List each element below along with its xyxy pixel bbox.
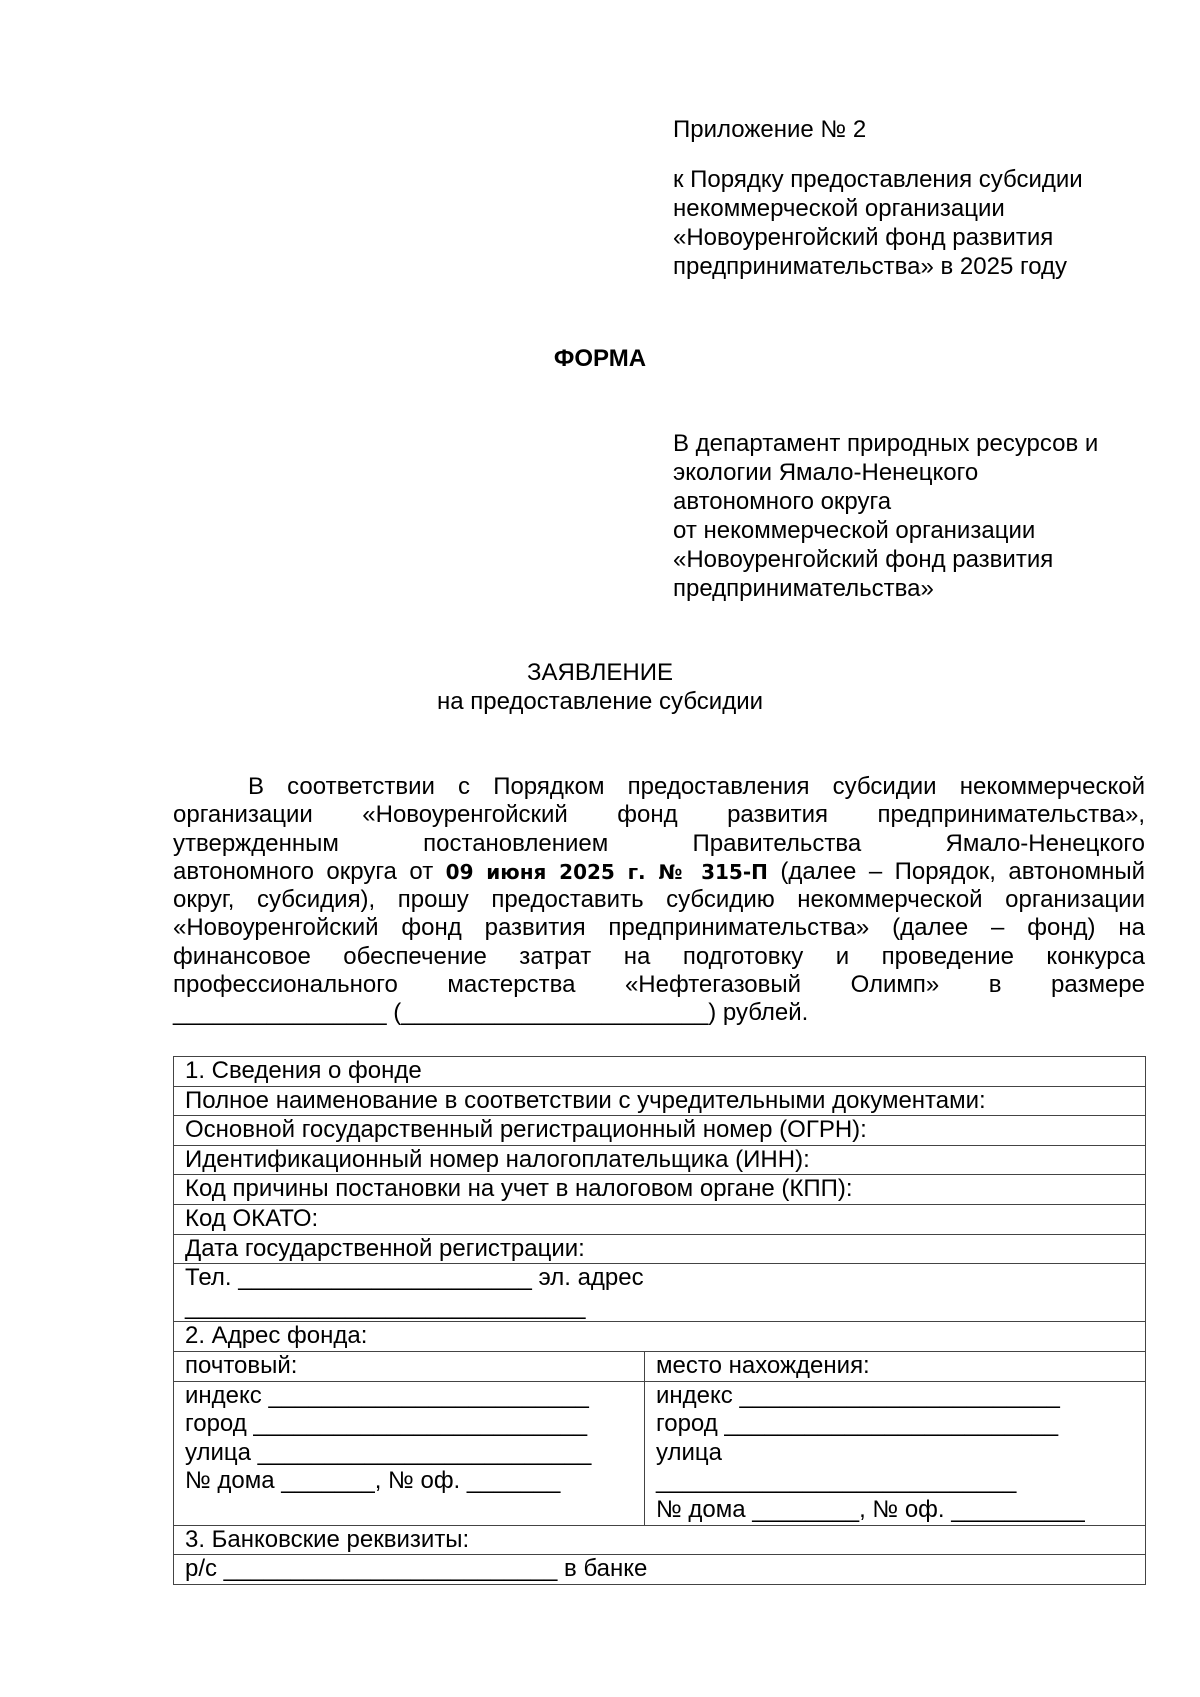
body-line: округ, субсидия), прошу предоставить субсидию некоммерческой организации: [173, 886, 1145, 914]
body-line: В соответствии с Порядком предоставления субсидии некоммерческой: [248, 773, 1145, 800]
addressee-line: экологии Ямало-Ненецкого: [673, 459, 979, 486]
appendix-line: некоммерческой организации: [673, 195, 1005, 222]
appendix-line: «Новоуренгойский фонд развития: [673, 224, 1054, 251]
body-line-resolution: [173, 858, 1145, 886]
table-row: [174, 1381, 1146, 1525]
table-row: [174, 1086, 1146, 1116]
phone-email-line: Тел. ______________________ эл. адрес: [185, 1264, 644, 1292]
postal-street-field: улица _________________________: [185, 1438, 592, 1466]
addressee-block: [673, 429, 1098, 603]
addressee-line: «Новоуренгойский фонд развития: [673, 546, 1054, 573]
appendix-line: предпринимательства» в 2025 году: [673, 253, 1068, 280]
body-line: финансовое обеспечение затрат на подготовку и проведение конкурса: [173, 942, 1145, 970]
form-label: ФОРМА: [553, 345, 647, 372]
addressee-line: автономного округа: [673, 488, 892, 515]
section-fund-address: 2. Адрес фонда:: [174, 1322, 1146, 1352]
body-line: «Новоуренгойский фонд развития предпринимательства» (далее – фонд) на: [173, 914, 1145, 942]
fund-info-table: [173, 1056, 1146, 1585]
table-row: [174, 1525, 1146, 1555]
body-line: утвержденным постановлением Правительства Ямало-Ненецкого: [173, 829, 1145, 857]
table-row: [174, 1234, 1146, 1264]
bank-account-field[interactable]: р/с _________________________ в банке: [174, 1555, 1146, 1585]
table-row: [174, 1351, 1146, 1381]
body-line-prefix: автономного округа от: [173, 857, 446, 885]
full-name-field[interactable]: Полное наименование в соответствии с учредительными документами:: [174, 1086, 1146, 1116]
inn-field[interactable]: Идентификационный номер налогоплательщика (ИНН):: [174, 1145, 1146, 1175]
contacts-field[interactable]: [174, 1264, 1146, 1322]
postal-index-field: индекс ________________________: [185, 1381, 589, 1409]
table-row: [174, 1204, 1146, 1234]
body-line: организации «Новоуренгойский фонд развития предпринимательства»,: [173, 801, 1145, 829]
location-address-fields[interactable]: [645, 1381, 1146, 1525]
location-street-blank: ___________________________: [656, 1467, 1017, 1495]
location-address-header: место нахождения:: [645, 1351, 1146, 1381]
postal-city-field: город _________________________: [185, 1410, 588, 1438]
document-title: [0, 658, 1200, 716]
table-row: [174, 1116, 1146, 1146]
resolution-reference: 09 июня 2025 г. № 315-П: [445, 859, 768, 884]
table-row: [174, 1555, 1146, 1585]
table-row: [174, 1322, 1146, 1352]
location-house-field: № дома ________, № оф. __________: [656, 1495, 1085, 1523]
addressee-line: от некоммерческой организации: [673, 517, 1036, 544]
postal-address-fields[interactable]: [174, 1381, 645, 1525]
postal-address-header: почтовый:: [174, 1351, 645, 1381]
appendix-number: Приложение № 2: [673, 116, 867, 143]
email-blank-line: ______________________________: [185, 1292, 586, 1320]
postal-house-field: № дома _______, № оф. _______: [185, 1467, 561, 1495]
table-row: [174, 1264, 1146, 1322]
body-line-amount: ________________ (_______________________) рублей.: [173, 999, 809, 1027]
ogrn-field[interactable]: Основной государственный регистрационный номер (ОГРН):: [174, 1116, 1146, 1146]
location-index-field: индекс ________________________: [656, 1381, 1060, 1409]
okato-field[interactable]: Код ОКАТО:: [174, 1204, 1146, 1234]
body-line-suffix: (далее – Порядок, автономный: [767, 857, 1146, 885]
table-row: [174, 1057, 1146, 1087]
location-street-field: улица: [656, 1438, 722, 1466]
table-row: [174, 1175, 1146, 1205]
application-text: [173, 773, 1145, 1028]
kpp-field[interactable]: Код причины постановки на учет в налоговом органе (КПП):: [174, 1175, 1146, 1205]
body-line: профессионального мастерства «Нефтегазовый Олимп» в размере: [173, 971, 1145, 999]
section-fund-info: 1. Сведения о фонде: [174, 1057, 1146, 1087]
appendix-block: [673, 115, 1083, 281]
addressee-line: В департамент природных ресурсов и: [673, 430, 1099, 457]
addressee-line: предпринимательства»: [673, 575, 934, 602]
appendix-line: к Порядку предоставления субсидии: [673, 166, 1083, 193]
title-main: ЗАЯВЛЕНИЕ: [527, 659, 673, 686]
registration-date-field[interactable]: Дата государственной регистрации:: [174, 1234, 1146, 1264]
table-row: [174, 1145, 1146, 1175]
section-bank-details: 3. Банковские реквизиты:: [174, 1525, 1146, 1555]
title-sub: на предоставление субсидии: [436, 688, 764, 715]
location-city-field: город _________________________: [656, 1410, 1059, 1438]
